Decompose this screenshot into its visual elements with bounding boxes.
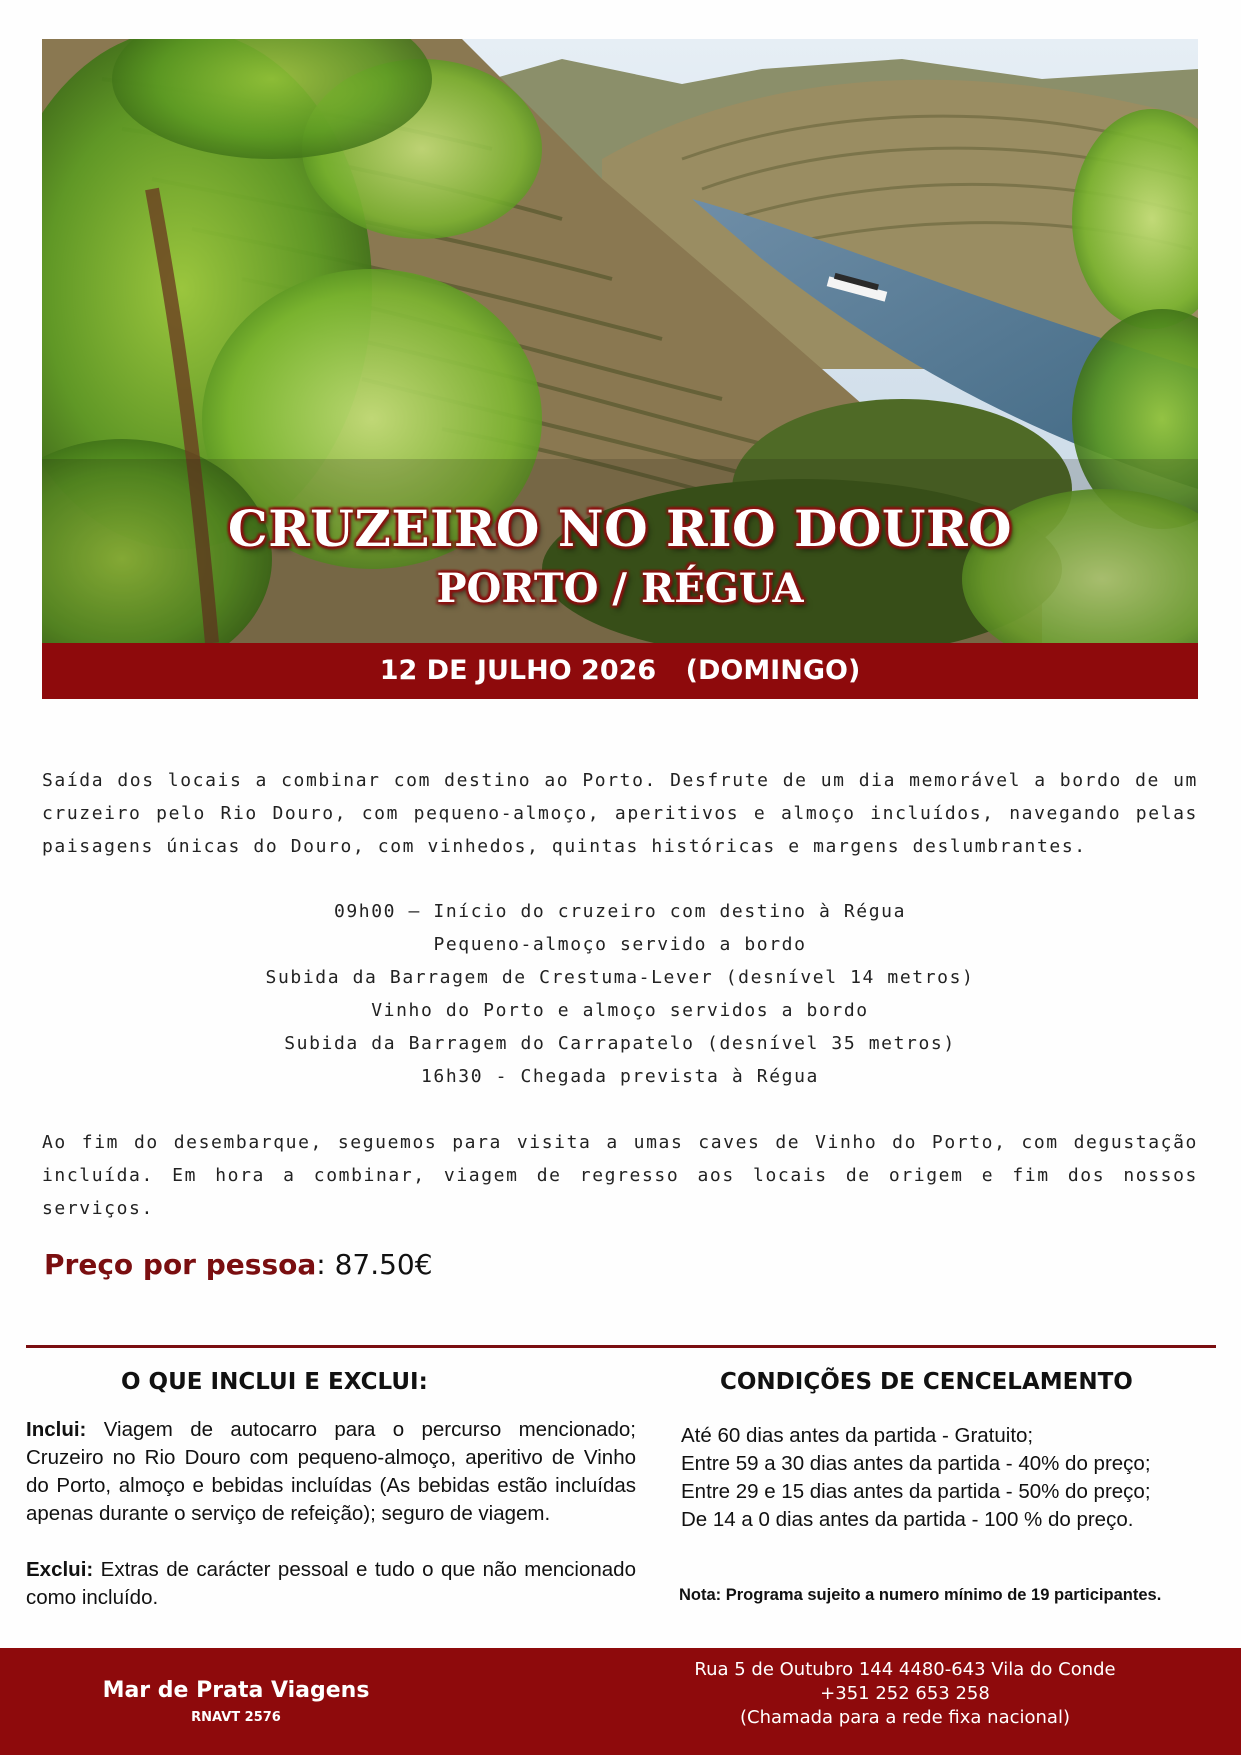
trip-weekday: (DOMINGO)	[685, 655, 861, 686]
footer	[0, 1648, 1241, 1755]
exclui-paragraph	[26, 1556, 636, 1612]
includes-section	[26, 1416, 636, 1612]
exclui-text: Extras de carácter pessoal e tudo o que não mencionado como incluído.	[26, 1558, 636, 1609]
intro-paragraph: Saída dos locais a combinar com destino ao Porto. Desfrute de um dia memorável a bordo de um cruzeiro pelo Rio Douro, com pequeno-almoço, aperitivos e almoço incluídos, navegando pelas paisagens únicas do Douro, com vinhedos, quintas históricas e margens deslumbrantes.	[42, 770, 1198, 857]
cancellation-item: De 14 a 0 dias antes da partida - 100 % do preço.	[681, 1508, 1134, 1531]
company-address: Rua 5 de Outubro 144 4480-643 Vila do Conde	[694, 1659, 1116, 1680]
cancellation-item: Até 60 dias antes da partida - Gratuito;	[681, 1424, 1034, 1447]
schedule-item: 16h30 - Chegada prevista à Régua	[421, 1066, 819, 1087]
price-value: 87.50€	[334, 1248, 433, 1281]
hero-banner	[42, 39, 1198, 643]
inclui-label: Inclui:	[26, 1418, 87, 1441]
program-note: Nota: Programa sujeito a numero mínimo de 19 participantes.	[679, 1586, 1162, 1604]
inclui-paragraph	[26, 1416, 636, 1528]
phone-note: (Chamada para a rede fixa nacional)	[740, 1707, 1070, 1728]
company-license: RNAVT 2576	[191, 1710, 281, 1725]
cancellation-item: Entre 59 a 30 dias antes da partida - 40% do preço;	[681, 1452, 1151, 1475]
trip-date: 12 DE JULHO 2026	[379, 655, 657, 686]
company-name: Mar de Prata Viagens	[102, 1678, 370, 1703]
schedule-list	[42, 895, 1198, 1093]
inclui-text: Viagem de autocarro para o percurso mencionado; Cruzeiro no Rio Douro com pequeno-almoço, aperitivo de Vinho do Porto, almoço e bebidas incluídas (As bebidas estão incluídas apenas durante o serviço de refeição); seguro de viagem.	[26, 1418, 636, 1525]
hero-title: CRUZEIRO NO RIO DOURO	[227, 499, 1013, 558]
schedule-item: Subida da Barragem do Carrapatelo (desnível 35 metros)	[284, 1033, 956, 1054]
company-phone: +351 252 653 258	[820, 1683, 990, 1704]
price-line	[44, 1248, 433, 1281]
cancellation-title: CONDIÇÕES DE CENCELAMENTO	[720, 1369, 1133, 1395]
schedule-item: Vinho do Porto e almoço servidos a bordo	[371, 1000, 869, 1021]
exclui-label: Exclui:	[26, 1558, 94, 1581]
schedule-item: 09h00 – Início do cruzeiro com destino à Régua	[333, 901, 907, 922]
contact-block	[640, 1658, 1170, 1730]
price-separator: :	[316, 1248, 335, 1281]
schedule-item: Subida da Barragem de Crestuma-Lever (desnível 14 metros)	[265, 967, 975, 988]
hero-subtitle: PORTO / RÉGUA	[436, 565, 804, 612]
schedule-item: Pequeno-almoço servido a bordo	[433, 934, 807, 955]
price-label: Preço por pessoa	[44, 1248, 317, 1281]
date-band	[42, 643, 1198, 699]
cancellation-item: Entre 29 e 15 dias antes da partida - 50% do preço;	[681, 1480, 1151, 1503]
closing-paragraph: Ao fim do desembarque, seguemos para visita a umas caves de Vinho do Porto, com degustação incluída. Em hora a combinar, viagem de regresso aos locais de origem e fim dos nossos serviços.	[42, 1132, 1198, 1219]
section-divider	[26, 1345, 1216, 1348]
includes-title: O QUE INCLUI E EXCLUI:	[121, 1369, 428, 1395]
cancellation-list	[681, 1422, 1201, 1534]
